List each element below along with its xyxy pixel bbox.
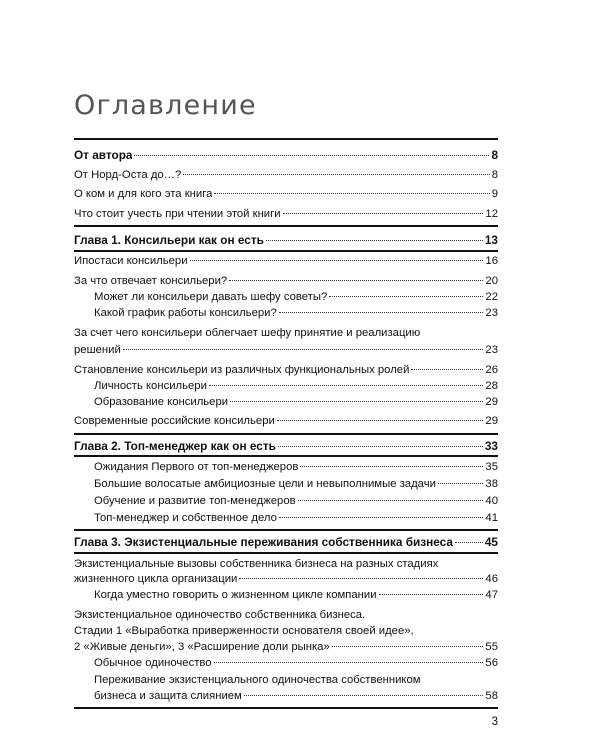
- leader-dots: [279, 517, 484, 518]
- toc-entry-first-line[interactable]: За счет чего консильери облегчает шефу принятие и реализацию: [74, 327, 421, 339]
- toc-entry-first-line[interactable]: Переживание экзистенциального одиночества собственником: [94, 674, 421, 686]
- toc-entry-page: 41: [485, 512, 498, 524]
- page-title: Оглавление: [74, 90, 257, 122]
- toc-entry-title: Ожидания Первого от топ-менеджеров: [94, 461, 299, 473]
- leader-dots: [214, 193, 489, 194]
- leader-dots: [134, 155, 489, 156]
- toc-entry-title: жизненного цикла организации: [74, 573, 238, 585]
- toc-entry-title: Большие волосатые амбициозные цели и невыполнимые задачи: [94, 478, 436, 490]
- toc-entry-page: 9: [491, 188, 498, 200]
- toc-subentry[interactable]: [94, 656, 498, 670]
- toc-entry-title: О ком и для кого эта книга: [74, 188, 213, 200]
- toc-entry[interactable]: [74, 414, 498, 428]
- leader-dots: [239, 578, 483, 579]
- section-rule: [74, 552, 498, 554]
- toc-entry-page: 20: [485, 275, 498, 287]
- toc-entry-title: Может ли консильери давать шефу советы?: [94, 291, 328, 303]
- leader-dots: [244, 695, 484, 696]
- toc-entry-page: 40: [485, 495, 498, 507]
- toc-entry[interactable]: [74, 274, 498, 288]
- toc-entry-title: Современные российские консильери: [74, 415, 275, 427]
- toc-entry[interactable]: [74, 640, 498, 654]
- leader-dots: [190, 260, 484, 261]
- section-rule: [74, 138, 498, 140]
- section-rule: [74, 707, 498, 709]
- leader-dots: [329, 296, 483, 297]
- toc-subentry[interactable]: [94, 306, 498, 320]
- leader-dots: [229, 280, 483, 281]
- toc-entry-title: Что стоит учесть при чтении этой книги: [74, 208, 281, 220]
- toc-subentry[interactable]: [94, 379, 498, 393]
- toc-subentry[interactable]: [94, 460, 498, 474]
- toc-entry-page: 12: [485, 208, 498, 220]
- leader-dots: [123, 349, 484, 350]
- toc-entry-title: решений: [74, 344, 121, 356]
- leader-dots: [411, 369, 483, 370]
- toc-entry-page: 29: [485, 396, 498, 408]
- toc-entry-title: бизнеса и защита слиянием: [94, 690, 242, 702]
- toc-entry-first-line[interactable]: Экзистенциальные вызовы собственника бизнеса на разных стадиях: [74, 558, 439, 570]
- toc-subentry[interactable]: [94, 689, 498, 703]
- leader-dots: [266, 240, 483, 241]
- page-number: 3: [491, 716, 498, 728]
- toc-entry-page: 23: [485, 307, 498, 319]
- leader-dots: [183, 174, 489, 175]
- toc-entry-title: Глава 2. Топ-менеджер как он есть: [74, 439, 276, 453]
- toc-entry[interactable]: [74, 148, 498, 162]
- toc-entry-page: 56: [485, 657, 498, 669]
- section-rule: [74, 225, 498, 227]
- leader-dots: [298, 500, 484, 501]
- toc-entry-page: 47: [485, 589, 498, 601]
- leader-dots: [279, 312, 484, 313]
- toc-entry-page: 26: [485, 364, 498, 376]
- section-rule: [74, 433, 498, 435]
- toc-entry[interactable]: [74, 254, 498, 268]
- toc-entry[interactable]: [74, 207, 498, 221]
- toc-entry-title: Топ-менеджер и собственное дело: [94, 512, 277, 524]
- leader-dots: [209, 385, 484, 386]
- toc-entry-title: От Норд-Оста до…?: [74, 169, 182, 181]
- toc-subentry[interactable]: [94, 395, 498, 409]
- toc-entry[interactable]: [74, 363, 498, 377]
- leader-dots: [283, 213, 484, 214]
- toc-entry-first-line[interactable]: Экзистенциальное одиночество собственника бизнеса.: [74, 609, 366, 621]
- toc-entry-title: Обычное одиночество: [94, 657, 212, 669]
- toc-entry-title: Становление консильери из различных функциональных ролей: [74, 364, 410, 376]
- leader-dots: [379, 594, 484, 595]
- toc-entry-page: 29: [485, 415, 498, 427]
- section-rule: [74, 529, 498, 531]
- toc-entry[interactable]: [74, 343, 498, 357]
- toc-entry[interactable]: [74, 187, 498, 201]
- leader-dots: [214, 662, 484, 663]
- toc-entry-page: 23: [485, 344, 498, 356]
- leader-dots: [278, 446, 483, 447]
- toc-entry-title: Когда уместно говорить о жизненном цикле компании: [94, 589, 377, 601]
- toc-entry-page: 13: [484, 233, 498, 247]
- leader-dots: [300, 466, 483, 467]
- leader-dots: [455, 542, 483, 543]
- toc-entry-title: Обучение и развитие топ-менеджеров: [94, 495, 296, 507]
- toc-subentry[interactable]: [94, 477, 498, 491]
- toc-chapter[interactable]: [74, 233, 498, 247]
- section-rule: [74, 250, 498, 252]
- toc-entry-page: 16: [485, 255, 498, 267]
- leader-dots: [230, 401, 483, 402]
- toc-entry-page: 46: [485, 573, 498, 585]
- toc-entry[interactable]: [74, 168, 498, 182]
- toc-entry-title: Ипостаси консильери: [74, 255, 188, 267]
- toc-entry-middle-line[interactable]: Стадии 1 «Выработка приверженности основателя своей идее»,: [74, 625, 414, 637]
- toc-entry-title: Личность консильери: [94, 380, 207, 392]
- leader-dots: [438, 483, 484, 484]
- toc-entry-title: 2 «Живые деньги», 3 «Расширение доли рынка»: [74, 641, 330, 653]
- toc-subentry[interactable]: [94, 511, 498, 525]
- toc-entry-title: Глава 1. Консильери как он есть: [74, 233, 264, 247]
- toc-entry-page: 58: [485, 690, 498, 702]
- toc-entry-title: Образование консильери: [94, 396, 229, 408]
- toc-entry-page: 45: [484, 535, 498, 549]
- toc-entry-title: За что отвечает консильери?: [74, 275, 228, 287]
- leader-dots: [332, 646, 484, 647]
- toc-entry-page: 33: [484, 439, 498, 453]
- toc-entry-page: 38: [485, 478, 498, 490]
- toc-entry-page: 8: [491, 169, 498, 181]
- toc-entry-title: Глава 3. Экзистенциальные переживания собственника бизнеса: [74, 535, 453, 549]
- toc-entry-title: От автора: [74, 148, 133, 162]
- toc-chapter[interactable]: [74, 535, 498, 549]
- leader-dots: [277, 420, 484, 421]
- toc-entry-title: Какой график работы консильери?: [94, 307, 277, 319]
- section-rule: [74, 455, 498, 457]
- toc-chapter[interactable]: [74, 439, 498, 453]
- toc-entry-page: 35: [485, 461, 498, 473]
- toc-entry-page: 55: [485, 641, 498, 653]
- toc-subentry[interactable]: [94, 290, 498, 304]
- toc-entry-page: 28: [485, 380, 498, 392]
- toc-subentry[interactable]: [94, 494, 498, 508]
- toc-entry-page: 8: [491, 148, 498, 162]
- toc-entry-page: 22: [485, 291, 498, 303]
- toc-entry[interactable]: [74, 572, 498, 586]
- toc-subentry[interactable]: [94, 588, 498, 602]
